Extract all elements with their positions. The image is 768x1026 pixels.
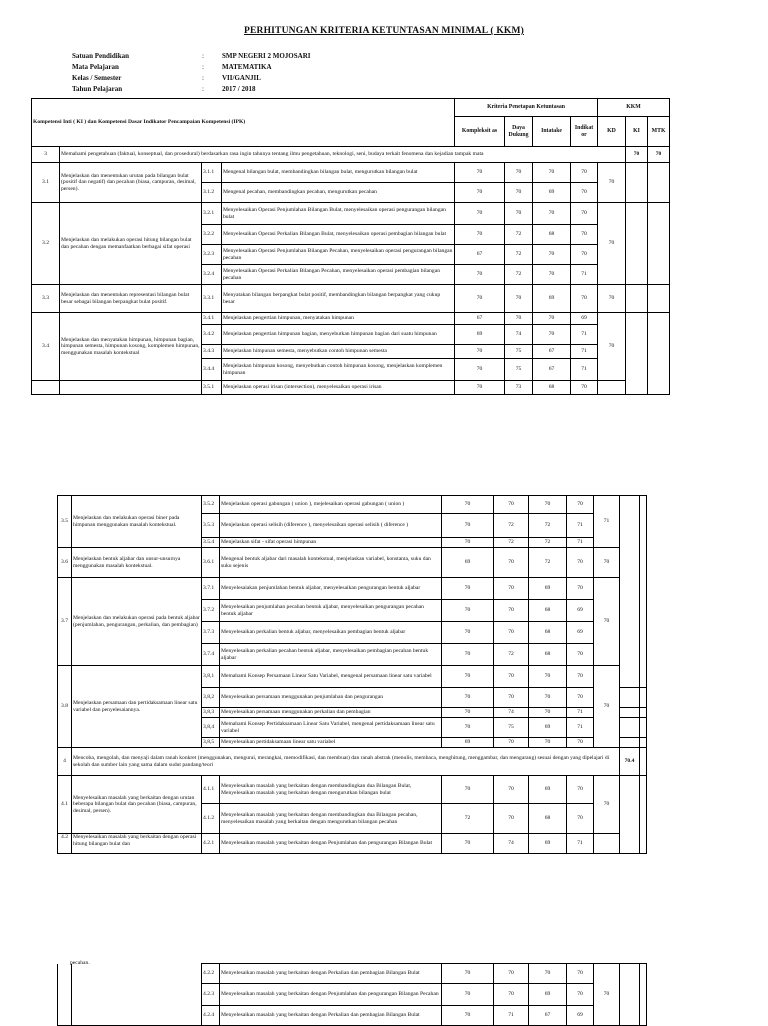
meta-value: 2017 / 2018	[222, 84, 256, 93]
ipk-text: Menyelesaikan Operasi Penjumlahan Bilangan Pecahan, menyelesaikan operasi pengurangan bilangan pecahan	[222, 245, 455, 265]
intake-value: 69	[529, 718, 567, 738]
indikator-value: 70	[567, 984, 594, 1006]
intake-value: 69	[533, 285, 571, 313]
kompleksitas-value: 70	[455, 183, 505, 203]
kd-text: Menjelaskan bentuk aljabar dan unsur-unsurnya menggunakan masalah kontekstual.	[72, 548, 202, 578]
indikator-value: 70	[567, 666, 594, 688]
ipk-number: 3.3.1	[202, 285, 222, 313]
indikator-value: 71	[571, 325, 598, 345]
daya-dukung-value: 70	[494, 548, 529, 578]
meta-row: Kelas / Semester : VII/GANJIL	[72, 73, 261, 82]
ipk-text: Menjelaskan pengertian himpunan bagian, menyebutkan himpunan bagian dari suatu himpunan	[222, 325, 455, 345]
intake-value: 70	[533, 265, 571, 285]
kd-value: 70	[598, 163, 626, 203]
meta-value: SMP NEGERI 2 MOJOSARI	[222, 51, 311, 60]
kompleksitas-value: 69	[442, 738, 494, 748]
ipk-number: 3.1.2	[202, 183, 222, 203]
kd-value: 70	[594, 964, 620, 1026]
daya-dukung-value: 70	[505, 203, 533, 225]
intake-value: 70	[529, 708, 567, 718]
kompleksitas-value: 70	[442, 622, 494, 644]
mtk-value: 70	[648, 147, 670, 163]
intake-value: 68	[529, 644, 567, 666]
ipk-number: 3,8,3	[202, 708, 220, 718]
header-kompetensi: Kompetensi Inti ( KI ) dan Kompetensi Dasar Indikator Pencampaian Kompetensi (IPK)	[32, 99, 455, 147]
daya-dukung-value: 70	[494, 600, 529, 622]
indikator-value: 71	[567, 538, 594, 548]
ipk-number: 4.2.3	[202, 984, 220, 1006]
daya-dukung-value: 70	[494, 804, 529, 834]
ipk-number: 3.2.3	[202, 245, 222, 265]
kd-value: 71	[594, 496, 620, 548]
intake-value: 70	[533, 325, 571, 345]
table-row	[32, 203, 670, 225]
intake-value: 70	[533, 245, 571, 265]
ipk-number: 3,8,4	[202, 718, 220, 738]
header-mtk: MTK	[648, 117, 670, 147]
intake-value: 70	[533, 203, 571, 225]
ipk-text: Menyelesaikan masalah yang berkaitan dengan Penjumlahan dan pengurangan Bilangan Pecahan	[220, 984, 442, 1006]
intake-value: 70	[529, 496, 567, 514]
indikator-value: 71	[567, 514, 594, 538]
ipk-text: Menyelesaikan perkalian pecahan bentuk aljabar, menyelesaikan pembagian pecahan bentuk aljabar	[220, 644, 442, 666]
ipk-text: Mengenal bilangan bulat, membandingkan bilangan bulat, mengurutkan bilangan bulat	[222, 163, 455, 183]
kompleksitas-value: 70	[455, 381, 505, 395]
indikator-value: 70	[571, 381, 598, 395]
ipk-text: Menyelesaikan persamaan menggunakan perkalian dan pembagian	[220, 708, 442, 718]
kd-number: 3.6	[58, 548, 72, 578]
meta-key: Kelas / Semester	[72, 73, 122, 82]
ipk-text: Menjelaskan pengertian himpunan, menyatakan himpunan	[222, 313, 455, 325]
ipk-text: Menyelesaikan masalah yang berkaitan dengan membandingkan dua Bilangan pecahan, menyelesaikan masalah yang berkaitan dengan mengurutkan bilangan pecahan	[220, 804, 442, 834]
kompleksitas-value: 70	[455, 163, 505, 183]
daya-dukung-value: 72	[505, 265, 533, 285]
meta-value: MATEMATIKA	[222, 62, 272, 71]
kd-value: 70	[594, 776, 620, 834]
ipk-text: Menyelesaikan Operasi Perkalian Bilangan Pecahan, menyelesaikan operasi pembagian bilangan pecahan	[222, 265, 455, 285]
indikator-value: 70	[567, 578, 594, 600]
daya-dukung-value: 75	[494, 718, 529, 738]
ipk-text: Memahami Konsep Pertidaksamaan Linear Satu Variabel, mengenal pertidaksamaan linear satu variabel	[220, 718, 442, 738]
ipk-text: Menyelesaikan masalah yang berkaitan dengan membandingkan dua Bilangan Bulat, Menyelesaikan masalah yang berkaitan dengan mengurutkan bilangan bulat	[220, 776, 442, 804]
intake-value: 70	[533, 313, 571, 325]
daya-dukung-value: 70	[505, 285, 533, 313]
daya-dukung-value: 70	[505, 163, 533, 183]
kompleksitas-value: 69	[442, 548, 494, 578]
ipk-number: 3.6.1	[202, 548, 220, 578]
ipk-text: Menyatakan bilangan berpangkat bulat positif, membandingkan bilangan berpangkat yang cukup besar	[222, 285, 455, 313]
indikator-value: 70	[567, 548, 594, 578]
ki-number: 4	[58, 748, 72, 776]
kompleksitas-value: 70	[455, 345, 505, 359]
kd-number: 4.2	[58, 834, 72, 854]
ipk-number: 3.4.4	[202, 359, 222, 381]
ipk-text: Menyelesaikan masalah yang berkaitan dengan Penjumlahan dan pengurangan Bilangan Bulat	[220, 834, 442, 854]
ipk-number: 3.4.3	[202, 345, 222, 359]
meta-value: VII/GANJIL	[222, 73, 261, 82]
kompleksitas-value: 70	[442, 666, 494, 688]
kd-number: 3.3	[32, 285, 60, 313]
daya-dukung-value: 72	[494, 644, 529, 666]
table-row	[32, 285, 670, 313]
indikator-value: 71	[571, 359, 598, 381]
kompleksitas-value: 70	[455, 265, 505, 285]
ipk-number: 4.2.4	[202, 1006, 220, 1026]
indikator-value: 70	[571, 183, 598, 203]
daya-dukung-value: 75	[505, 345, 533, 359]
indikator-value: 71	[567, 718, 594, 738]
indikator-value: 70	[571, 285, 598, 313]
intake-value: 72	[529, 548, 567, 578]
daya-dukung-value: 72	[494, 538, 529, 548]
kompleksitas-value: 72	[442, 804, 494, 834]
indikator-value: 70	[571, 203, 598, 225]
daya-dukung-value: 72	[505, 225, 533, 245]
intake-value: 69	[529, 578, 567, 600]
table-row	[58, 834, 647, 854]
intake-value: 67	[529, 1006, 567, 1026]
ipk-text: Menyelesaiakan penjumlahan bentuk aljabar, menyelesaikan pengurangan bentuk aljabar	[220, 578, 442, 600]
ipk-text: Menjelaskan sifat - sifat operasi himpunan	[220, 538, 442, 548]
kd-text: Menjelaskan dan menentukan urutan pada bilangan bulat (positif dan negatif) dan pecahan (biasa, campuran, desimal, persen).	[60, 163, 202, 203]
intake-value: 68	[533, 381, 571, 395]
meta-key: Satuan Pendidikan	[72, 51, 129, 60]
daya-dukung-value: 74	[494, 708, 529, 718]
ipk-text: Mengenal bentuk aljabar dari masalah kontekstual, menjelaskan variabel, konstanta, suku dan suku sejenis	[220, 548, 442, 578]
ipk-number: 3.5.4	[202, 538, 220, 548]
kompleksitas-value: 70	[442, 644, 494, 666]
ipk-number: 3.5.1	[202, 381, 222, 395]
indikator-value: 70	[567, 964, 594, 984]
ipk-number: 3.1.1	[202, 163, 222, 183]
kd-value: 70	[598, 313, 626, 381]
daya-dukung-value: 70	[505, 313, 533, 325]
kompleksitas-value: 70	[442, 688, 494, 708]
kompleksitas-value: 69	[455, 325, 505, 345]
intake-value: 69	[529, 834, 567, 854]
ki-value: 70	[626, 147, 648, 163]
table-row	[32, 381, 670, 395]
ipk-number: 4.1.2	[202, 804, 220, 834]
indikator-value: 70	[571, 245, 598, 265]
kompleksitas-value: 70	[442, 496, 494, 514]
indikator-value: 71	[567, 834, 594, 854]
ipk-text: Menjelaskan himpunan semesta, menyebutkan contoh himpunan semesta	[222, 345, 455, 359]
kkm-table-page-3	[57, 963, 647, 1026]
kd-value: 70	[594, 666, 620, 748]
ipk-text: Mengenal pecahan, membandingkan pecahan, mengurutkan pecahan	[222, 183, 455, 203]
indikator-value: 70	[567, 804, 594, 834]
header-kompleksitas: Kompleksit as	[455, 117, 505, 147]
ipk-number: 3.5.3	[202, 514, 220, 538]
indikator-value: 70	[571, 225, 598, 245]
kompleksitas-value: 70	[455, 225, 505, 245]
daya-dukung-value: 70	[494, 622, 529, 644]
kompleksitas-value: 70	[442, 834, 494, 854]
ipk-number: 3.7.2	[202, 600, 220, 622]
kd-value: 70	[598, 203, 626, 285]
intake-value: 70	[529, 666, 567, 688]
kd-value: 70	[598, 285, 626, 313]
kd-text: Menjelaskan dan melakukan operasi hitung bilangan bulat dan pecahan dengan memanfaatkan berbagai sifat operasi	[60, 203, 202, 285]
indikator-value: 70	[567, 644, 594, 666]
kompleksitas-value: 70	[455, 285, 505, 313]
daya-dukung-value: 70	[494, 776, 529, 804]
kd-number: 3.8	[58, 666, 72, 748]
header-kkm: KKM	[598, 99, 670, 117]
ipk-number: 3.7.3	[202, 622, 220, 644]
kd-text: Menjelaskan dan melakukan operasi pada bentuk aljabar (penjumlahan, pengurangan, perkalian, dan pembagian)	[72, 578, 202, 666]
kkm-table-page-1	[31, 98, 670, 395]
ipk-number: 3.2.1	[202, 203, 222, 225]
table-row	[58, 666, 647, 688]
ki-text: Memahami pengetahuan (faktual, konseptual, dan prosedural) berdasarkan rasa ingin tahunya tentang ilmu pengetahuan, teknologi, seni, budaya terkait fenomena dan kejadian tampak mata	[60, 147, 626, 163]
ipk-number: 3.4.2	[202, 325, 222, 345]
daya-dukung-value: 73	[505, 381, 533, 395]
table-row	[58, 748, 647, 776]
header-ki: KI	[626, 117, 648, 147]
ipk-text: Menjelaskan himpunan kosong, menyebutkan contoh himpunan kosong, menjelaskan komplemen himpunan	[222, 359, 455, 381]
intake-value: 70	[533, 163, 571, 183]
indikator-value: 70	[567, 688, 594, 708]
meta-block	[72, 50, 310, 94]
kompleksitas-value: 70	[442, 718, 494, 738]
kompleksitas-value: 67	[455, 245, 505, 265]
meta-row: Satuan Pendidikan : SMP NEGERI 2 MOJOSARI	[72, 51, 311, 60]
table-row	[58, 548, 647, 578]
indikator-value: 69	[567, 600, 594, 622]
intake-value: 72	[529, 514, 567, 538]
daya-dukung-value: 74	[505, 325, 533, 345]
ipk-text: Menyelesaikan penjumlahan pecahan bentuk aljabar, menyelesaikan pengurangan pecahan bentuk aljabar	[220, 600, 442, 622]
ipk-number: 3.7.4	[202, 644, 220, 666]
daya-dukung-value: 71	[494, 1006, 529, 1026]
kompleksitas-value: 67	[455, 313, 505, 325]
table-row	[58, 578, 647, 600]
header-indikator: Indikat or	[571, 117, 598, 147]
meta-key: Mata Pelajaran	[72, 62, 119, 71]
ipk-number: 3.5.2	[202, 496, 220, 514]
daya-dukung-value: 70	[494, 964, 529, 984]
kompleksitas-value: 70	[442, 984, 494, 1006]
ipk-text: Menjelaskan operasi selisih (diference ), menyelesaikan operasi selisih ( diference )	[220, 514, 442, 538]
kd-text: Menjelaskan dan menentukan representasi bilangan bulat besar sebagai bilangan berpangkat bulat positif.	[60, 285, 202, 313]
kd-number: 3.5	[58, 496, 72, 548]
daya-dukung-value: 75	[505, 359, 533, 381]
ipk-number: 4.2.1	[202, 834, 220, 854]
table-row	[58, 496, 647, 514]
indikator-value: 71	[567, 708, 594, 718]
daya-dukung-value: 70	[494, 666, 529, 688]
ipk-number: 3,8,2	[202, 688, 220, 708]
kompleksitas-value: 70	[455, 203, 505, 225]
intake-value: 69	[529, 776, 567, 804]
daya-dukung-value: 74	[494, 834, 529, 854]
indikator-value: 70	[571, 163, 598, 183]
ki-value: 70.4	[620, 748, 640, 776]
kd-value: 70	[594, 548, 620, 578]
ipk-text: Menyelesaikan Operasi Perkalian Bilangan Bulat, menyelesaikan operasi pembagian bilangan bulat	[222, 225, 455, 245]
daya-dukung-value: 70	[494, 578, 529, 600]
header-intake: Intatake	[533, 117, 571, 147]
table-row	[58, 964, 647, 984]
kompleksitas-value: 70	[442, 538, 494, 548]
kompleksitas-value: 70	[455, 359, 505, 381]
ipk-number: 3.2.2	[202, 225, 222, 245]
indikator-value: 69	[571, 313, 598, 325]
ki-text: Mencoba, mengolah, dan menyaji dalam ranah konkret (menggunakan, mengurai, merangkai, memodifikasi, dan membuat) dan ranah abstrak (menulis, membaca, menghitung, menggambar, dan mengarang) sesuai dengan yang dipelajari di sekolah dan sumber lain yang sama dalam sudut pandang/teori	[72, 748, 620, 776]
ipk-text: Menjelaskan operasi gabungan ( union ), mejelesaikan operasi gabungan ( union )	[220, 496, 442, 514]
intake-value: 68	[529, 600, 567, 622]
intake-value: 69	[533, 183, 571, 203]
indikator-value: 69	[567, 622, 594, 644]
kd-text: Menjelaskan persamaan dan pertidaksamaan linear satu variabel dan penyelesaiannya.	[72, 666, 202, 748]
indikator-value: 70	[567, 496, 594, 514]
kd-number: 3.1	[32, 163, 60, 203]
intake-value: 67	[533, 359, 571, 381]
intake-value: 70	[529, 964, 567, 984]
daya-dukung-value: 70	[494, 738, 529, 748]
kompleksitas-value: 70	[442, 1006, 494, 1026]
document-title: PERHITUNGAN KRITERIA KETUNTASAN MINIMAL ( KKM)	[243, 26, 525, 36]
kompleksitas-value: 70	[442, 600, 494, 622]
ipk-text: Menyelesaikan perkalian bentuk aljabar, menyelesaikan pembagian bentuk aljabar	[220, 622, 442, 644]
ipk-text: Menjelaskan operasi irisan (intersection), menyelesaikan operasi irisan	[222, 381, 455, 395]
kd-number: 4.1	[58, 776, 72, 834]
kd-continuation-text: pecahan.	[70, 960, 90, 966]
daya-dukung-value: 72	[505, 245, 533, 265]
ipk-text: Menyelesaikan Operasi Penjumlahan Bilangan Bulat, menyelesaikan operasi pengurangan bilangan bulat	[222, 203, 455, 225]
header-daya-dukung: Daya Dukung	[505, 117, 533, 147]
indikator-value: 70	[567, 738, 594, 748]
kd-value: 70	[594, 578, 620, 666]
table-row	[32, 313, 670, 325]
indikator-value: 70	[567, 776, 594, 804]
kd-text: Menjelaskan dan melakukan operasi biner pada himpunan menggunakan masalah kontekstual.	[72, 496, 202, 548]
ipk-number: 3.7.1	[202, 578, 220, 600]
meta-key: Tahun Pelajaran	[72, 84, 123, 93]
meta-row: Tahun Pelajaran : 2017 / 2018	[72, 84, 256, 93]
kompleksitas-value: 70	[442, 514, 494, 538]
kompleksitas-value: 70	[442, 776, 494, 804]
ipk-text: Memahami Konsep Persamaan Linear Satu Variabel, mengenal persamaan linear satu variabel	[220, 666, 442, 688]
daya-dukung-value: 72	[494, 514, 529, 538]
kd-number: 3.4	[32, 313, 60, 381]
header-kriteria: Kriteria Penetapan Ketuntasan	[455, 99, 598, 117]
table-row	[58, 776, 647, 804]
table-row	[32, 163, 670, 183]
intake-value: 68	[533, 225, 571, 245]
intake-value: 70	[529, 688, 567, 708]
intake-value: 68	[529, 804, 567, 834]
kkm-table-page-2	[57, 495, 647, 854]
intake-value: 69	[529, 984, 567, 1006]
ipk-number: 3.4.1	[202, 313, 222, 325]
ipk-number: 4.1.1	[202, 776, 220, 804]
kompleksitas-value: 70	[442, 964, 494, 984]
daya-dukung-value: 70	[494, 984, 529, 1006]
kd-text: Menjelaskan dan menyatakan himpunan, himpunan bagian, himpunan semesta, himpunan kosong, komplemen himpunan, menggunakan masalah kontekstual	[60, 313, 202, 381]
ipk-number: 3,8,5	[202, 738, 220, 748]
daya-dukung-value: 70	[494, 688, 529, 708]
kd-number: 3.2	[32, 203, 60, 285]
intake-value: 70	[529, 738, 567, 748]
ipk-number: 3,8,1	[202, 666, 220, 688]
intake-value: 68	[529, 622, 567, 644]
ipk-number: 4.2.2	[202, 964, 220, 984]
kd-text: Menyelesaikan masalah yang berkaitan dengan operasi hitung bilangan bulat dan	[72, 834, 202, 854]
indikator-value: 69	[567, 1006, 594, 1026]
meta-row: Mata Pelajaran : MATEMATIKA	[72, 62, 272, 71]
indikator-value: 71	[571, 265, 598, 285]
daya-dukung-value: 70	[494, 496, 529, 514]
ipk-text: Menyelesaikan masalah yang berkaitan dengan Perkalian dan pembagian Bilangan Bulat	[220, 964, 442, 984]
ipk-text: Menyelesaikan pertidaksamaan linear satu variabel	[220, 738, 442, 748]
kd-number: 3.7	[58, 578, 72, 666]
kompleksitas-value: 70	[442, 708, 494, 718]
table-row	[32, 147, 670, 163]
daya-dukung-value: 70	[505, 183, 533, 203]
intake-value: 67	[533, 345, 571, 359]
kd-text: Menyelesaikan masalah yang berkaitan dengan urutan beberapa bilangan bulat dan pecahan (biasa, campuran, desimal, persen).	[72, 776, 202, 834]
ki-number: 3	[32, 147, 60, 163]
header-kd: KD	[598, 117, 626, 147]
ipk-text: Menyelesaikan persamaan menggunakan penjumlahan dan pengurangan	[220, 688, 442, 708]
indikator-value: 71	[571, 345, 598, 359]
intake-value: 72	[529, 538, 567, 548]
ipk-number: 3.2.4	[202, 265, 222, 285]
kompleksitas-value: 70	[442, 578, 494, 600]
ipk-text: Menyelesaikan masalah yang berkaitan dengan Perkalian dan pembagian Bilangan Bulat	[220, 1006, 442, 1026]
